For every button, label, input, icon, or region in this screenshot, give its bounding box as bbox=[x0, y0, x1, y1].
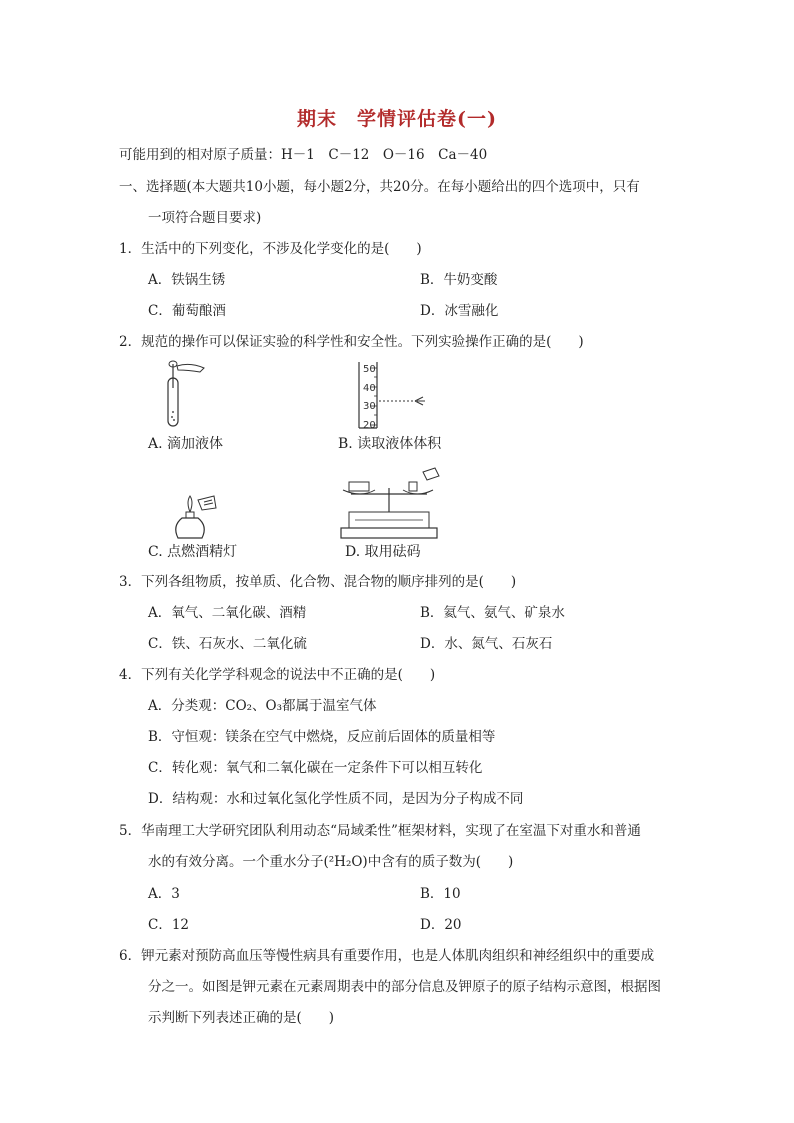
section-heading-cont: 一项符合题目要求) bbox=[148, 210, 262, 226]
q2-caption-b: B. 读取液体体积 bbox=[338, 436, 442, 452]
section-heading: 一、选择题(本大题共10小题，每小题2分，共20分。在每小题给出的四个选项中，只有 bbox=[119, 179, 640, 195]
cylinder-tick-30: 30 bbox=[363, 401, 376, 412]
q2-caption-a: A. 滴加液体 bbox=[148, 436, 224, 452]
q1-option-a: A．铁锅生锈 bbox=[148, 272, 226, 288]
question-6-stem-cont2: 示判断下列表述正确的是( ) bbox=[148, 1010, 335, 1026]
question-5-stem-cont: 水的有效分离。一个重水分子(²H₂O)中含有的质子数为( ) bbox=[148, 854, 514, 870]
q1-option-b: B．牛奶变酸 bbox=[420, 272, 498, 288]
question-3-stem: 3．下列各组物质，按单质、化合物、混合物的顺序排列的是( ) bbox=[119, 574, 517, 590]
dropper-testtube-figure bbox=[160, 360, 220, 430]
alcohol-lamp-figure bbox=[168, 488, 228, 542]
cylinder-tick-20: 20 bbox=[363, 420, 376, 431]
q4-option-b: B．守恒观：镁条在空气中燃烧，反应前后固体的质量相等 bbox=[148, 729, 496, 745]
cylinder-tick-40: 40 bbox=[363, 383, 376, 394]
q2-caption-c: C. 点燃酒精灯 bbox=[148, 544, 238, 560]
q5-option-c: C．12 bbox=[148, 917, 190, 933]
question-5-stem: 5．华南理工大学研究团队利用动态“局域柔性”框架材料，实现了在室温下对重水和普通 bbox=[119, 823, 641, 839]
q4-option-a: A．分类观：CO₂、O₃都属于温室气体 bbox=[148, 698, 377, 714]
q3-option-c: C．铁、石灰水、二氧化硫 bbox=[148, 636, 307, 652]
q5-option-d: D．20 bbox=[420, 917, 462, 933]
q3-option-b: B．氦气、氨气、矿泉水 bbox=[420, 605, 565, 621]
q3-option-a: A．氧气、二氧化碳、酒精 bbox=[148, 605, 307, 621]
q1-option-d: D．冰雪融化 bbox=[420, 303, 499, 319]
question-6-stem-cont1: 分之一。如图是钾元素在元素周期表中的部分信息及钾原子的原子结构示意图，根据图 bbox=[148, 979, 661, 995]
atomic-mass-note: 可能用到的相对原子质量：H－1 C－12 O－16 Ca－40 bbox=[119, 147, 488, 163]
balance-figure bbox=[335, 468, 445, 542]
question-1-stem: 1．生活中的下列变化，不涉及化学变化的是( ) bbox=[119, 241, 422, 257]
question-4-stem: 4．下列有关化学学科观念的说法中不正确的是( ) bbox=[119, 667, 436, 683]
q5-option-b: B．10 bbox=[420, 886, 461, 902]
question-6-stem: 6．钾元素对预防高血压等慢性病具有重要作用，也是人体肌肉组织和神经组织中的重要成 bbox=[119, 948, 655, 964]
q2-caption-d: D. 取用砝码 bbox=[345, 544, 421, 560]
q4-option-d: D．结构观：水和过氧化氢化学性质不同，是因为分子构成不同 bbox=[148, 791, 524, 807]
question-2-stem: 2．规范的操作可以保证实验的科学性和安全性。下列实验操作正确的是( ) bbox=[119, 334, 584, 350]
q3-option-d: D．水、氮气、石灰石 bbox=[420, 636, 553, 652]
q4-option-c: C．转化观：氧气和二氧化碳在一定条件下可以相互转化 bbox=[148, 760, 483, 776]
q1-option-c: C．葡萄酿酒 bbox=[148, 303, 226, 319]
graduated-cylinder-figure bbox=[355, 360, 435, 430]
page-title: 期末 学情评估卷(一) bbox=[297, 108, 497, 130]
cylinder-tick-50: 50 bbox=[363, 364, 376, 375]
q5-option-a: A．3 bbox=[148, 886, 180, 902]
